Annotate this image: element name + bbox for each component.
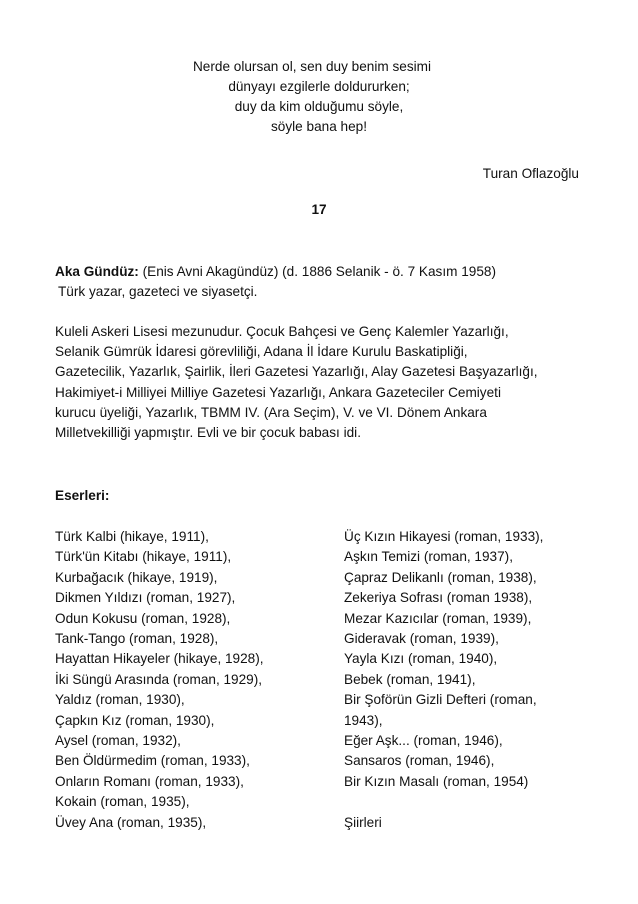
- list-item: Dikmen Yıldızı (roman, 1927),: [55, 590, 236, 606]
- bio-details: (Enis Avni Akagündüz) (d. 1886 Selanik - ö. 7 Kasım 1958): [138, 264, 496, 279]
- list-gap: [344, 792, 543, 812]
- list-item: Tank-Tango (roman, 1928),: [55, 631, 219, 647]
- paragraph-line: Kuleli Askeri Lisesi mezunudur. Çocuk Bahçesi ve Genç Kalemler Yazarlığı,: [55, 324, 509, 339]
- list-item: Eğer Aşk... (roman, 1946),: [344, 733, 503, 749]
- list-item: Zekeriya Sofrası (roman 1938),: [344, 590, 533, 606]
- poem-line: duy da kim olduğumu söyle,: [234, 99, 404, 114]
- paragraph-line: kurucu üyeliği, Yazarlık, TBMM IV. (Ara Seçim), V. ve VI. Dönem Ankara: [55, 404, 487, 420]
- bio-subtitle: Türk yazar, gazeteci ve siyasetçi.: [58, 284, 258, 299]
- poem-line: söyle bana hep!: [271, 119, 367, 134]
- list-item: Bebek (roman, 1941),: [344, 671, 476, 687]
- list-item: Sansaros (roman, 1946),: [344, 753, 495, 769]
- poem-author: Turan Oflazoğlu: [482, 166, 579, 181]
- list-item: Üvey Ana (roman, 1935),: [55, 814, 207, 830]
- list-item: Bir Kızın Masalı (roman, 1954): [344, 773, 529, 789]
- list-item: Yaldız (roman, 1930),: [55, 692, 185, 708]
- paragraph-line: Selanik Gümrük İdaresi görevliliği, Adana İl İdare Kurulu Baskatipliği,: [55, 344, 468, 360]
- works-list-left: [55, 527, 264, 833]
- list-item: Aysel (roman, 1932),: [55, 733, 181, 749]
- list-item: Yayla Kızı (roman, 1940),: [344, 651, 498, 667]
- paragraph-line: Gazetecilik, Yazarlık, Şairlik, İleri Gazetesi Yazarlığı, Alay Gazetesi Başyazarlığı,: [55, 364, 538, 380]
- list-item: Şiirleri: [344, 814, 382, 830]
- list-item: Kurbağacık (hikaye, 1919),: [55, 569, 218, 585]
- bio-name: Aka Gündüz:: [55, 264, 139, 279]
- poem-line: dünyayı ezgilerle doldururken;: [228, 79, 410, 94]
- list-item: Çapraz Delikanlı (roman, 1938),: [344, 569, 537, 585]
- list-item: Gideravak (roman, 1939),: [344, 631, 499, 647]
- list-item: Bir Şoförün Gizli Defteri (roman,: [344, 692, 537, 708]
- list-item: İki Süngü Arasında (roman, 1929),: [55, 671, 263, 687]
- paragraph-line: Milletvekilliği yapmıştır. Evli ve bir çocuk babası idi.: [55, 425, 361, 441]
- list-item: Ben Öldürmedim (roman, 1933),: [55, 753, 250, 769]
- list-item: Türk Kalbi (hikaye, 1911),: [55, 529, 209, 544]
- poem-line: Nerde olursan ol, sen duy benim sesimi: [192, 59, 431, 74]
- page-number: 17: [311, 202, 327, 217]
- list-item: Kokain (roman, 1935),: [55, 794, 190, 810]
- list-item: Aşkın Temizi (roman, 1937),: [344, 549, 513, 565]
- list-item: Odun Kokusu (roman, 1928),: [55, 610, 231, 626]
- list-item: Üç Kızın Hikayesi (roman, 1933),: [344, 529, 544, 544]
- list-item: Çapkın Kız (roman, 1930),: [55, 712, 215, 728]
- works-list-right: [344, 527, 543, 833]
- list-item: Mezar Kazıcılar (roman, 1939),: [344, 610, 532, 626]
- bio-paragraph: [55, 322, 595, 443]
- paragraph-line: Hakimiyet-i Milliyei Milliye Gazetesi Yazarlığı, Ankara Gazeteciler Cemiyeti: [55, 384, 501, 400]
- works-heading: Eserleri:: [55, 488, 110, 503]
- bio-header: [55, 262, 595, 302]
- list-item: Onların Romanı (roman, 1933),: [55, 773, 244, 789]
- list-item: Türk'ün Kitabı (hikaye, 1911),: [55, 549, 232, 565]
- list-item: 1943),: [344, 712, 383, 728]
- poem: [0, 57, 638, 137]
- list-item: Hayattan Hikayeler (hikaye, 1928),: [55, 651, 264, 667]
